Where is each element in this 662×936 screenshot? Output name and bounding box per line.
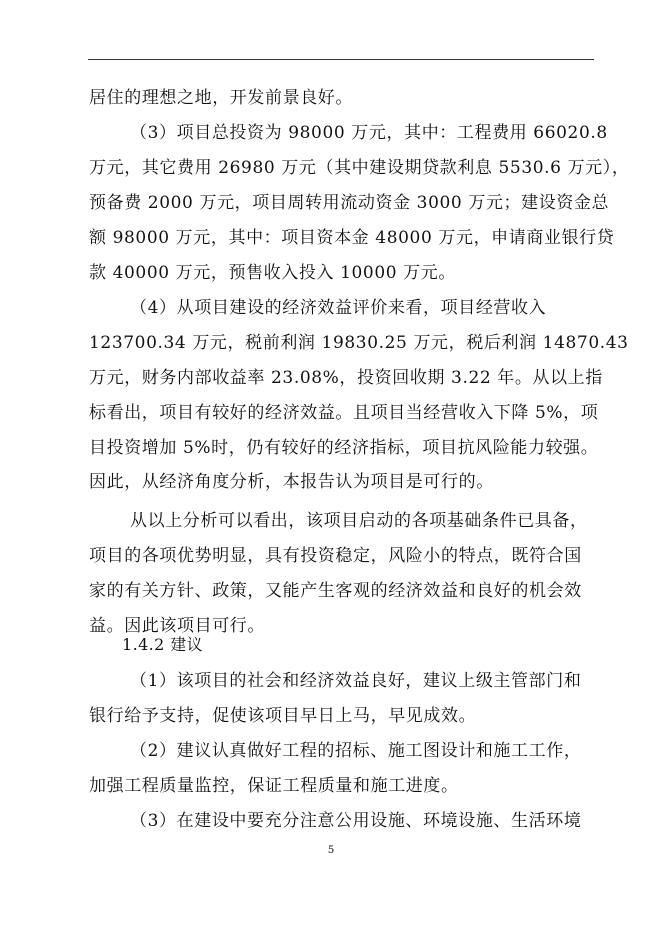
text-line: 万元，其它费用 26980 万元（其中建设期贷款利息 5530.6 万元），	[89, 158, 630, 178]
page-number: 5	[327, 845, 335, 856]
text-line: （3）在建设中要充分注意公用设施、环境设施、生活环境	[130, 811, 582, 831]
text-line: 123700.34 万元，税前利润 19830.25 万元，税后利润 14870.43	[89, 333, 629, 353]
header-rule	[88, 59, 594, 60]
text-line: （3）项目总投资为 98000 万元，其中：工程费用 66020.8	[130, 123, 608, 143]
text-line: 预备费 2000 万元，项目周转用流动资金 3000 万元；建设资金总	[89, 193, 610, 213]
text-line: 加强工程质量监控，保证工程质量和施工进度。	[89, 776, 459, 796]
text-line: 因此，从经济角度分析，本报告认为项目是可行的。	[89, 472, 494, 492]
text-line: （4）从项目建设的经济效益评价来看，项目经营收入	[130, 298, 547, 318]
section-heading: 1.4.2 建议	[122, 635, 203, 654]
text-line: 家的有关方针、政策，又能产生客观的经济效益和良好的机会效	[89, 581, 582, 601]
text-line: 万元，财务内部收益率 23.08%，投资回收期 3.22 年。从以上指	[89, 368, 603, 388]
text-line: 居住的理想之地，开发前景良好。	[89, 88, 353, 108]
text-line: 标看出，项目有较好的经济效益。且项目当经营收入下降 5%，项	[89, 403, 599, 423]
text-line: 款 40000 万元，预售收入投入 10000 万元。	[89, 263, 456, 283]
text-line: 从以上分析可以看出，该项目启动的各项基础条件已具备，	[130, 511, 588, 531]
text-line: 目投资增加 5%时，仍有较好的经济指标，项目抗风险能力较强。	[89, 438, 599, 458]
text-line: 银行给予支持，促使该项目早日上马，早见成效。	[89, 706, 477, 726]
text-line: 益。因此该项目可行。	[89, 616, 265, 636]
text-line: （1）该项目的社会和经济效益良好，建议上级主管部门和	[130, 671, 582, 691]
text-line: 项目的各项优势明显，具有投资稳定，风险小的特点，既符合国	[89, 546, 582, 566]
text-line: （2）建议认真做好工程的招标、施工图设计和施工工作，	[130, 741, 582, 761]
text-line: 额 98000 万元，其中：项目资本金 48000 万元，申请商业银行贷	[89, 228, 615, 248]
